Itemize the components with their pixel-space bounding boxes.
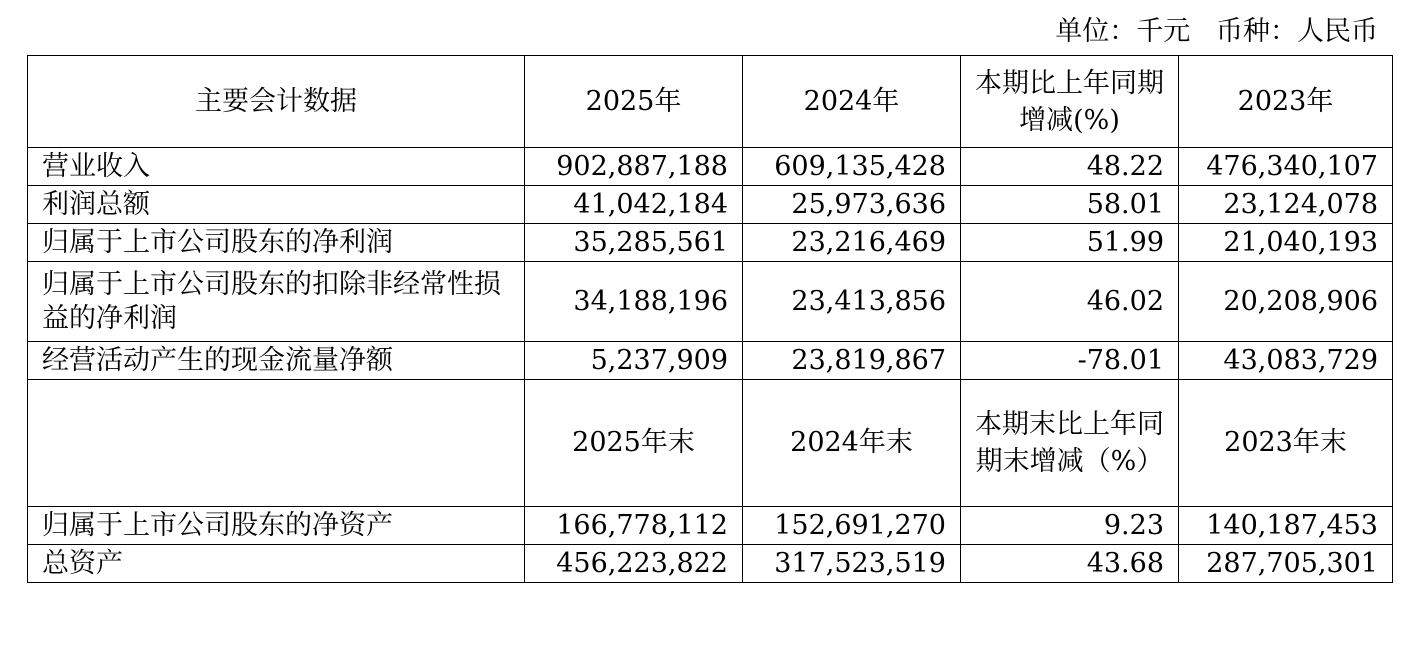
unit-currency-note: 单位：千元 币种：人民币 (1055, 16, 1378, 47)
row-label: 归属于上市公司股东的净资产 (28, 507, 525, 545)
accounting-data-table (27, 55, 1393, 583)
value-2025: 5,237,909 (525, 342, 743, 380)
row-label: 经营活动产生的现金流量净额 (28, 342, 525, 380)
value-2023: 287,705,301 (1179, 545, 1393, 583)
value-change: 58.01 (961, 186, 1179, 224)
value-change: 51.99 (961, 224, 1179, 262)
row-label: 归属于上市公司股东的净利润 (28, 224, 525, 262)
table-row (28, 262, 1393, 342)
header-cell: 本期比上年同期增减(%) (961, 56, 1179, 148)
row-label: 利润总额 (28, 186, 525, 224)
row-label: 总资产 (28, 545, 525, 583)
value-2023: 20,208,906 (1179, 262, 1393, 342)
value-2024: 23,413,856 (743, 262, 961, 342)
header-cell: 2025年 (525, 56, 743, 148)
value-2023: 43,083,729 (1179, 342, 1393, 380)
table-row (28, 148, 1393, 186)
value-2023: 23,124,078 (1179, 186, 1393, 224)
table-row (28, 224, 1393, 262)
table-row (28, 545, 1393, 583)
table-row (28, 342, 1393, 380)
value-change: -78.01 (961, 342, 1179, 380)
table-subheader-row (28, 380, 1393, 507)
value-2025: 41,042,184 (525, 186, 743, 224)
header-cell: 本期末比上年同期末增减（%） (961, 380, 1179, 507)
value-2025: 35,285,561 (525, 224, 743, 262)
value-2024: 317,523,519 (743, 545, 961, 583)
table-header-row (28, 56, 1393, 148)
header-cell: 2023年 (1179, 56, 1393, 148)
table-row (28, 507, 1393, 545)
header-cell: 主要会计数据 (28, 56, 525, 148)
value-2024: 609,135,428 (743, 148, 961, 186)
table-row (28, 186, 1393, 224)
value-2024: 23,819,867 (743, 342, 961, 380)
value-2024: 25,973,636 (743, 186, 961, 224)
value-2025: 166,778,112 (525, 507, 743, 545)
value-2023: 476,340,107 (1179, 148, 1393, 186)
value-2023: 140,187,453 (1179, 507, 1393, 545)
value-2024: 152,691,270 (743, 507, 961, 545)
value-2025: 34,188,196 (525, 262, 743, 342)
header-cell (28, 380, 525, 507)
header-cell: 2025年末 (525, 380, 743, 507)
value-2024: 23,216,469 (743, 224, 961, 262)
header-cell: 2024年末 (743, 380, 961, 507)
value-2025: 902,887,188 (525, 148, 743, 186)
header-cell: 2024年 (743, 56, 961, 148)
row-label: 营业收入 (28, 148, 525, 186)
value-change: 9.23 (961, 507, 1179, 545)
row-label: 归属于上市公司股东的扣除非经常性损益的净利润 (28, 262, 525, 342)
value-change: 43.68 (961, 545, 1179, 583)
value-change: 46.02 (961, 262, 1179, 342)
value-2025: 456,223,822 (525, 545, 743, 583)
value-2023: 21,040,193 (1179, 224, 1393, 262)
value-change: 48.22 (961, 148, 1179, 186)
header-cell: 2023年末 (1179, 380, 1393, 507)
